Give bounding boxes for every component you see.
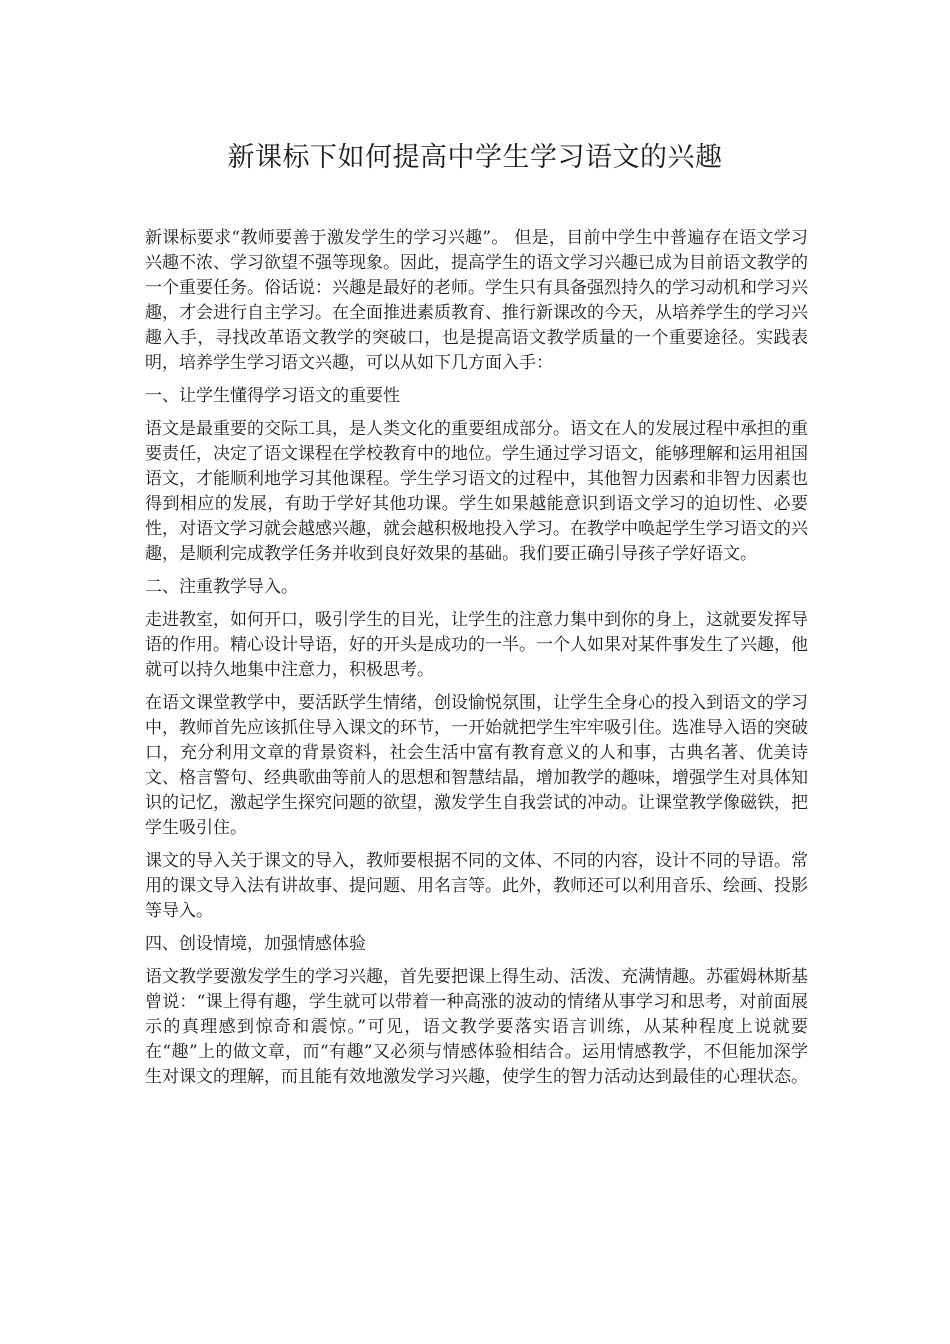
section-2-paragraph-3: 课文的导入关于课文的导入，教师要根据不同的文体、不同的内容，设计不同的导语。常用的课文导入法有讲故事、提问题、用名言等。此外，教师还可以利用音乐、绘画、投影等导入。 — [145, 851, 808, 921]
section-heading-1: 一、让学生懂得学习语文的重要性 — [145, 386, 400, 406]
section-heading-4: 四、创设情境，加强情感体验 — [145, 934, 366, 954]
section-4-paragraph: 语文教学要激发学生的学习兴趣，首先要把课上得生动、活泼、充满情趣。苏霍姆林斯基曾说：“课上得有趣，学生就可以带着一种高涨的波动的情绪从事学习和思考，对前面展示的真理感到惊奇和震惊。”可见，语文教学要落实语言训练，从某种程度上说就要在“趣”上的做文章，而“有趣”又必须与情感体验相结合。运用情感教学，不但能加深学生对课文的理解，而且能有效地激发学习兴趣，使学生的智力活动达到最佳的心理状态。 — [145, 967, 808, 1087]
section-2-paragraph-2: 在语文课堂教学中，要活跃学生情绪，创设愉悦氛围，让学生全身心的投入到语文的学习中，教师首先应该抓住导入课文的环节，一开始就把学生牢牢吸引住。选准导入语的突破口，充分利用文章的背景资料，社会生活中富有教育意义的人和事，古典名著、优美诗文、格言警句、经典歌曲等前人的思想和智慧结晶，增加教学的趣味，增强学生对具体知识的记忆，激起学生探究问题的欲望，激发学生自我尝试的冲动。让课堂教学像磁铁，把学生吸引住。 — [145, 693, 808, 838]
document-title: 新课标下如何提高中学生学习语文的兴趣 — [227, 142, 723, 173]
section-1-paragraph: 语文是最重要的交际工具，是人类文化的重要组成部分。语文在人的发展过程中承担的重要责任，决定了语文课程在学校教育中的地位。学生通过学习语文，能够理解和运用祖国语文，才能顺利地学习其他课程。学生学习语文的过程中，其他智力因素和非智力因素也得到相应的发展，有助于学好其他功课。学生如果越能意识到语文学习的迫切性、必要性，对语文学习就会越感兴趣，就会越积极地投入学习。在教学中唤起学生学习语文的兴趣，是顺利完成教学任务并收到良好效果的基础。我们要正确引导孩子学好语文。 — [145, 419, 808, 564]
document-body — [145, 226, 808, 1098]
intro-paragraph: 新课标要求“教师要善于激发学生的学习兴趣”。 但是，目前中学生中普遍存在语文学习兴趣不浓、学习欲望不强等现象。因此，提高学生的语文学习兴趣已成为目前语文教学的一个重要任务。俗话说：兴趣是最好的老师。学生只有具备强烈持久的学习动机和学习兴趣，才会进行自主学习。在全面推进素质教育、推行新课改的今天，从培养学生的学习兴趣入手，寻找改革语文教学的突破口，也是提高语文教学质量的一个重要途径。实践表明，培养学生学习语文兴趣，可以从如下几方面入手： — [145, 228, 808, 373]
section-2-paragraph-1: 走进教室，如何开口，吸引学生的目光，让学生的注意力集中到你的身上，这就要发挥导语的作用。精心设计导语，好的开头是成功的一半。一个人如果对某件事发生了兴趣，他就可以持久地集中注意力，积极思考。 — [145, 610, 808, 680]
section-heading-2: 二、注重教学导入。 — [145, 577, 298, 597]
